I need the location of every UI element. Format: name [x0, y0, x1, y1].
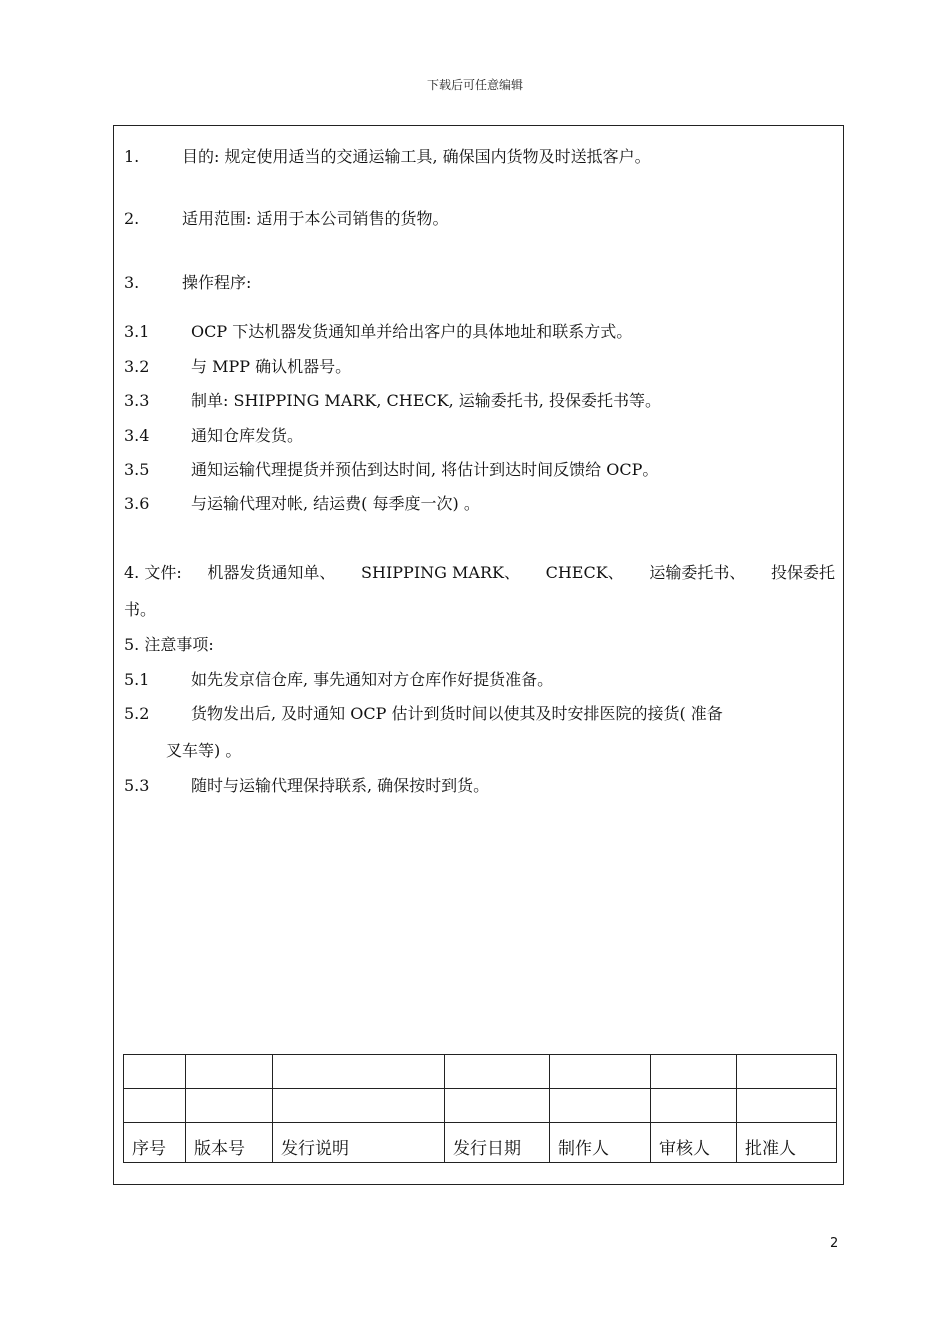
section-4-continued: 书。: [124, 600, 157, 619]
step-3-4: [124, 423, 303, 446]
step-3-3: [124, 388, 661, 411]
note-number: 5.3: [124, 776, 150, 795]
note-5-3: [124, 773, 489, 796]
step-text: 通知运输代理提货并预估到达时间, 将估计到达时间反馈给 OCP。: [191, 460, 659, 479]
section-text: 操作程序:: [182, 273, 252, 292]
header-serial: 序号: [124, 1123, 186, 1163]
revision-cell: [186, 1055, 273, 1089]
revision-cell: [445, 1089, 550, 1123]
step-3-6: [124, 491, 480, 514]
doc-part: SHIPPING MARK、: [361, 563, 520, 582]
step-text: 与运输代理对帐, 结运费( 每季度一次) 。: [191, 494, 480, 513]
revision-cell: [550, 1089, 651, 1123]
step-3-1: [124, 319, 632, 342]
revision-cell: [124, 1089, 186, 1123]
revision-cell: [186, 1089, 273, 1123]
revision-cell: [273, 1055, 445, 1089]
revision-cell: [550, 1055, 651, 1089]
header-approver: 批准人: [737, 1123, 837, 1163]
step-text: 与 MPP 确认机器号。: [191, 357, 352, 376]
note-5-1: [124, 667, 553, 690]
document-frame: [113, 125, 844, 1185]
step-number: 3.4: [124, 426, 150, 445]
revision-cell: [651, 1089, 737, 1123]
header-reviewer: 审核人: [651, 1123, 737, 1163]
header-note: 下载后可任意编辑: [426, 78, 523, 92]
note-number: 5.2: [124, 704, 150, 723]
header-release-notes: 发行说明: [273, 1123, 445, 1163]
section-3: [124, 270, 251, 293]
step-number: 3.2: [124, 357, 150, 376]
step-number: 3.1: [124, 322, 150, 341]
section-1: [124, 144, 651, 167]
note-number: 5.1: [124, 670, 150, 689]
doc-part: 机器发货通知单、: [207, 563, 336, 582]
revision-cell: [651, 1055, 737, 1089]
section-number: 2.: [124, 209, 140, 228]
doc-part: 投保委托: [770, 563, 835, 582]
section-5-title: 5. 注意事项:: [124, 635, 214, 654]
note-text: 如先发京信仓库, 事先通知对方仓库作好提货准备。: [191, 670, 554, 689]
header-version: 版本号: [186, 1123, 273, 1163]
step-text: OCP 下达机器发货通知单并给出客户的具体地址和联系方式。: [191, 322, 633, 341]
revision-cell: [737, 1089, 837, 1123]
revision-cell: [737, 1055, 837, 1089]
step-3-2: [124, 354, 351, 377]
revision-cell: [445, 1055, 550, 1089]
section-text: 适用范围: 适用于本公司销售的货物。: [182, 209, 449, 228]
revision-cell: [124, 1055, 186, 1089]
section-2: [124, 206, 448, 229]
page-number: 2: [830, 1236, 839, 1251]
doc-part: 4. 文件:: [124, 563, 182, 582]
revision-row: [124, 1055, 837, 1089]
note-text: 货物发出后, 及时通知 OCP 估计到货时间以使其及时安排医院的接货( 准备: [191, 704, 723, 723]
revision-cell: [273, 1089, 445, 1123]
step-text: 制单: SHIPPING MARK, CHECK, 运输委托书, 投保委托书等。: [191, 391, 661, 410]
section-number: 3.: [124, 273, 140, 292]
step-number: 3.6: [124, 494, 150, 513]
step-number: 3.3: [124, 391, 150, 410]
doc-part: 运输委托书、: [649, 563, 746, 582]
step-number: 3.5: [124, 460, 150, 479]
revision-row: [124, 1089, 837, 1123]
section-number: 1.: [124, 147, 140, 166]
revision-header-row: [124, 1123, 837, 1163]
step-text: 通知仓库发货。: [191, 426, 304, 445]
header-release-date: 发行日期: [445, 1123, 550, 1163]
section-text: 目的: 规定使用适当的交通运输工具, 确保国内货物及时送抵客户。: [182, 147, 651, 166]
step-3-5: [124, 457, 658, 480]
section-4: [124, 560, 835, 583]
note-5-2: [124, 701, 723, 724]
doc-part: CHECK、: [545, 563, 624, 582]
revision-table: [123, 1054, 837, 1163]
note-text: 随时与运输代理保持联系, 确保按时到货。: [191, 776, 490, 795]
header-author: 制作人: [550, 1123, 651, 1163]
note-5-2-continued: 叉车等) 。: [166, 741, 242, 760]
